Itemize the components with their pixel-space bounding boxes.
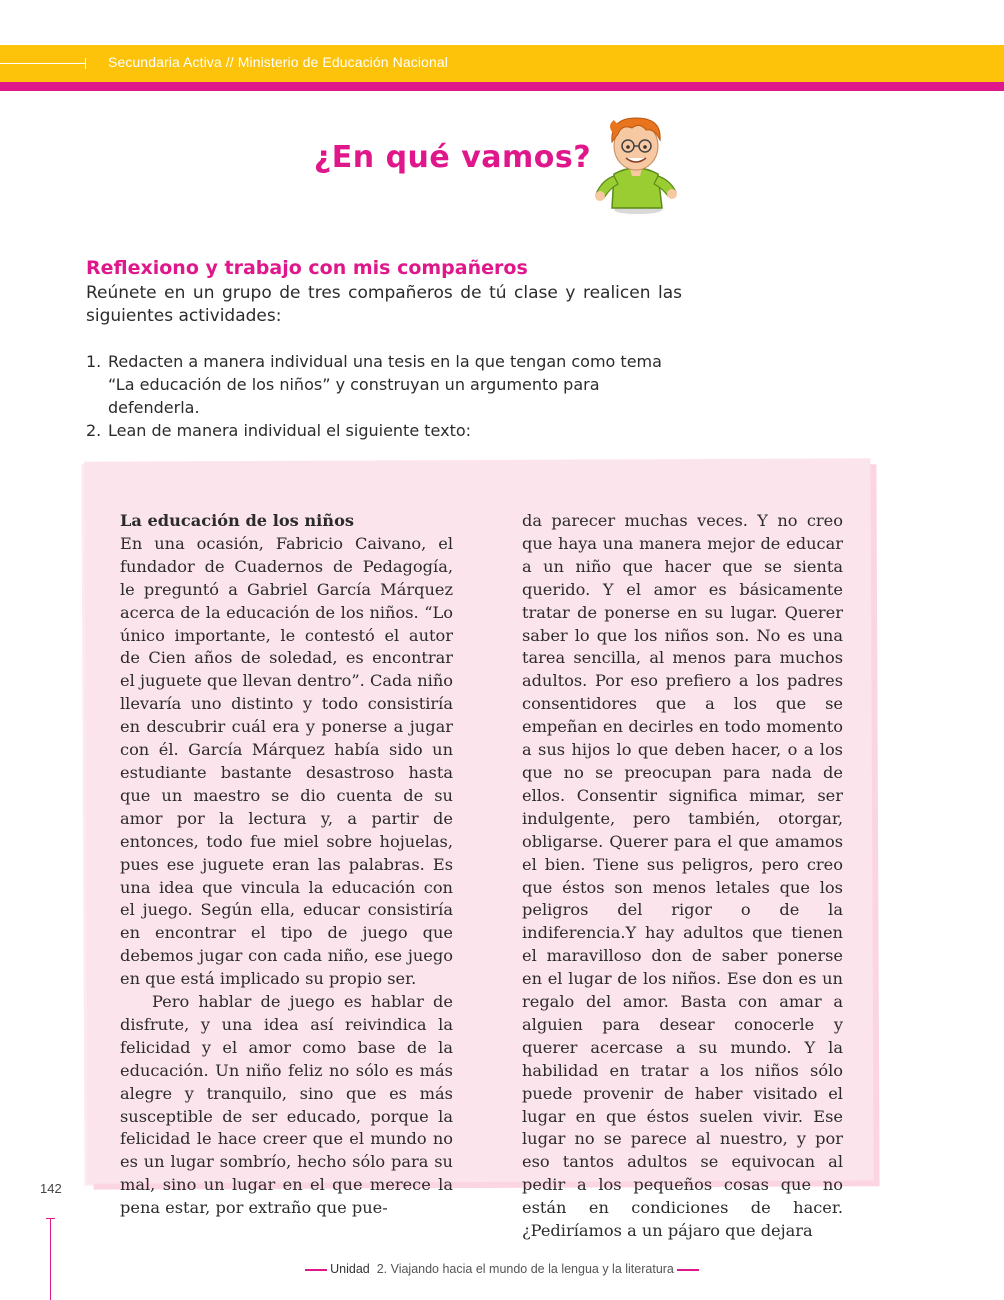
footer-unit-label: Unidad	[330, 1262, 370, 1276]
footer-unit-text: 2. Viajando hacia el mundo de la lengua y la literatura	[376, 1262, 674, 1276]
list-item-number: 2.	[86, 421, 102, 440]
header-stripe	[0, 82, 1004, 91]
margin-line	[50, 1218, 51, 1300]
reading-column-left	[120, 510, 453, 1220]
mascot-illustration	[592, 112, 678, 216]
reading-title: La educación de los niños	[120, 511, 354, 530]
list-item-number: 1.	[86, 352, 102, 371]
list-item	[86, 350, 682, 419]
activity-list	[86, 350, 682, 442]
reading-paragraph: da parecer muchas veces. Y no creo que haya una manera mejor de educar a un niño que hacer que se sienta querido. Y el amor es básicamente tratar de ponerse en su lugar. Querer saber lo que los niños son. No es una tarea sencilla, al menos para muchos adultos. Por eso prefiero a los padres consentidores que a los que se empeñan en decirles en todo momento a sus hijos lo que deben hacer, o a los que no se preocupan para nada de ellos. Consentir significa mimar, ser indulgente, pero también, otorgar, obligarse. Querer para el que amamos el bien. Tiene sus peligros, pero creo que éstos son menos letales que los peligros del rigor o de la indiferencia.Y hay adultos que tienen el maravilloso don de saber ponerse en el lugar de los niños. Ese don es un regalo del amor. Basta con amar a alguien para desear conocerle y querer acercase a su mundo. Y la habilidad en tratar a los niños sólo puede provenir de haber visitado el lugar en que éstos suelen vivir. Ese lugar no se parece al nuestro, y por eso tantos adultos se equivocan al pedir a los pequeños cosas que no están en condiciones de hacer. ¿Pediríamos a un pájaro que dejara	[522, 511, 843, 1241]
footer-bar-right	[677, 1269, 699, 1271]
section-title: ¿En qué vamos?	[313, 140, 592, 175]
list-item	[86, 419, 682, 442]
list-item-text: Lean de manera individual el siguiente texto:	[108, 421, 472, 440]
header-band	[0, 45, 1004, 82]
header-rule	[0, 63, 86, 64]
reading-column-right	[522, 510, 843, 1243]
footer-bar-left	[305, 1269, 327, 1271]
margin-tick	[46, 1218, 55, 1219]
reading-paragraph: Pero hablar de juego es hablar de disfrute, y una idea así reivindica la felicidad y el amor como base de la educación. Un niño feliz no sólo es más alegre y tranquilo, sino que es más susceptible de ser educado, porque la felicidad le hace creer que el mundo no es un lugar sombrío, hecho sólo para su mal, sino un lugar en el que merece la pena estar, por extraño que pue-	[120, 992, 453, 1218]
reading-paragraph: En una ocasión, Fabricio Caivano, el fundador de Cuadernos de Pedagogía, le preguntó a Gabriel García Márquez acerca de la educación de los niños. “Lo único importante, le contestó el autor de Cien años de soledad, es encontrar el juguete que llevan dentro”. Cada niño llevaría uno distinto y todo consistiría en descubrir cuál era y ponerse a jugar con él. García Márquez había sido un estudiante bastante desastroso hasta que un maestro se dio cuenta de su amor por la lectura y, a partir de entonces, todo fue miel sobre hojuelas, pues ese juguete eran las palabras. Es una idea que vincula la educación con el juego. Según ella, educar consistiría en encontrar el tipo de juego que debemos jugar con cada niño, ese juego en que está implicado su propio ser.	[120, 533, 453, 989]
activity-heading: Reflexiono y trabajo con mis compañeros	[86, 257, 528, 279]
activity-intro: Reúnete en un grupo de tres compañeros de tú clase y realicen las siguientes actividades:	[86, 283, 682, 326]
footer	[0, 1262, 1004, 1276]
list-item-text: Redacten a manera individual una tesis en la que tengan como tema “La educación de los niños” y construyan un argumento para defenderla.	[108, 352, 662, 417]
header-text: Secundaria Activa // Ministerio de Educación Nacional	[108, 54, 448, 70]
page-number: 142	[40, 1181, 62, 1196]
header-tick	[85, 58, 86, 69]
